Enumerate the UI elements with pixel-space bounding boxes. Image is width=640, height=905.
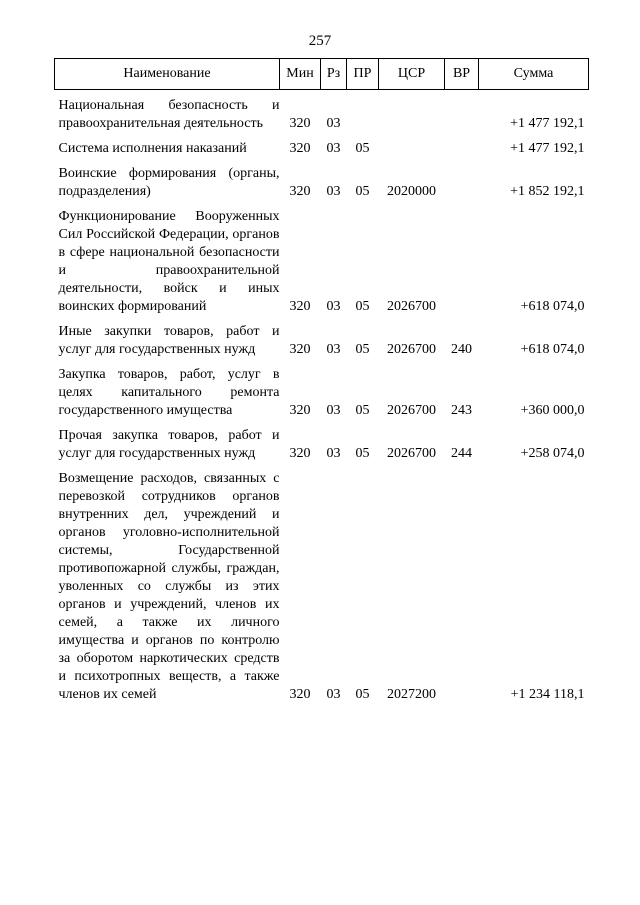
budget-table (54, 58, 589, 704)
row-csr: 2026700 (387, 342, 436, 357)
row-csr: 2026700 (387, 299, 436, 314)
row-sum: +1 477 192,1 (510, 141, 585, 156)
table-row (55, 90, 589, 134)
row-csr (379, 133, 445, 158)
row-name: Функционирование Вооруженных Сил Российской Федерации, органов в сфере национальной безопасности и правоохранительной деятельности, войск и иных воинских формирований (58, 209, 280, 314)
row-csr: 2026700 (387, 446, 436, 461)
row-csr: 2027200 (387, 687, 436, 702)
row-vr (445, 90, 479, 134)
table-row (55, 359, 589, 420)
header-sum: Сумма (479, 59, 589, 90)
row-sum: +1 477 192,1 (510, 116, 585, 131)
row-pr: 05 (355, 184, 370, 199)
row-min: 320 (289, 342, 311, 357)
row-rz: 03 (326, 184, 341, 199)
row-name: Закупка товаров, работ, услуг в целях капитального ремонта государственного имущества (58, 367, 280, 418)
row-name: Система исполнения наказаний (58, 141, 247, 156)
row-min: 320 (289, 116, 311, 131)
row-min: 320 (289, 687, 311, 702)
row-vr (445, 133, 479, 158)
header-rz: Рз (321, 59, 347, 90)
row-vr (445, 158, 479, 201)
row-name: Иные закупки товаров, работ и услуг для государственных нужд (58, 324, 280, 357)
row-sum: +258 074,0 (520, 446, 585, 461)
row-sum: +618 074,0 (520, 299, 585, 314)
row-csr (379, 90, 445, 134)
header-pr: ПР (347, 59, 379, 90)
table-row (55, 420, 589, 463)
row-rz: 03 (326, 116, 341, 131)
row-min: 320 (289, 184, 311, 199)
table-row (55, 133, 589, 158)
header-vr: ВР (445, 59, 479, 90)
row-vr: 240 (451, 342, 472, 357)
row-min: 320 (289, 141, 311, 156)
table-row (55, 463, 589, 704)
row-vr: 244 (451, 446, 472, 461)
row-pr: 05 (355, 403, 370, 418)
row-rz: 03 (326, 299, 341, 314)
row-rz: 03 (326, 342, 341, 357)
header-name: Наименование (55, 59, 280, 90)
row-name: Воинские формирования (органы, подразделения) (58, 166, 280, 199)
row-min: 320 (289, 403, 311, 418)
row-name: Прочая закупка товаров, работ и услуг для государственных нужд (58, 428, 280, 461)
row-sum: +360 000,0 (520, 403, 585, 418)
row-rz: 03 (326, 403, 341, 418)
row-vr: 243 (451, 403, 472, 418)
row-pr: 05 (355, 299, 370, 314)
row-sum: +1 234 118,1 (510, 687, 585, 702)
row-min: 320 (289, 299, 311, 314)
row-csr: 2020000 (387, 184, 436, 199)
row-csr: 2026700 (387, 403, 436, 418)
row-pr: 05 (355, 446, 370, 461)
header-min: Мин (280, 59, 321, 90)
row-rz: 03 (326, 446, 341, 461)
row-pr: 05 (355, 687, 370, 702)
table-header (55, 59, 589, 90)
row-min: 320 (289, 446, 311, 461)
row-vr (445, 201, 479, 316)
table-row (55, 316, 589, 359)
row-name: Возмещение расходов, связанных с перевозкой сотрудников органов внутренних дел, учреждений и органов уголовно-исполнительной системы, Государственной противопожарной службы, граждан, уволенных со службы из этих органов и учреждений, членов их семей, а также их личного имущества и органов по контролю за оборотом наркотических средств и психотропных веществ, а также членов их семей (58, 471, 280, 702)
row-pr (347, 90, 379, 134)
row-vr (445, 463, 479, 704)
row-pr: 05 (355, 342, 370, 357)
row-name: Национальная безопасность и правоохранительная деятельность (58, 98, 280, 131)
table-body (55, 90, 589, 705)
page-number: 257 (308, 33, 332, 49)
table-row (55, 201, 589, 316)
row-rz: 03 (326, 141, 341, 156)
table-row (55, 158, 589, 201)
row-sum: +1 852 192,1 (510, 184, 585, 199)
row-rz: 03 (326, 687, 341, 702)
row-sum: +618 074,0 (520, 342, 585, 357)
header-csr: ЦСР (379, 59, 445, 90)
row-pr: 05 (355, 141, 370, 156)
